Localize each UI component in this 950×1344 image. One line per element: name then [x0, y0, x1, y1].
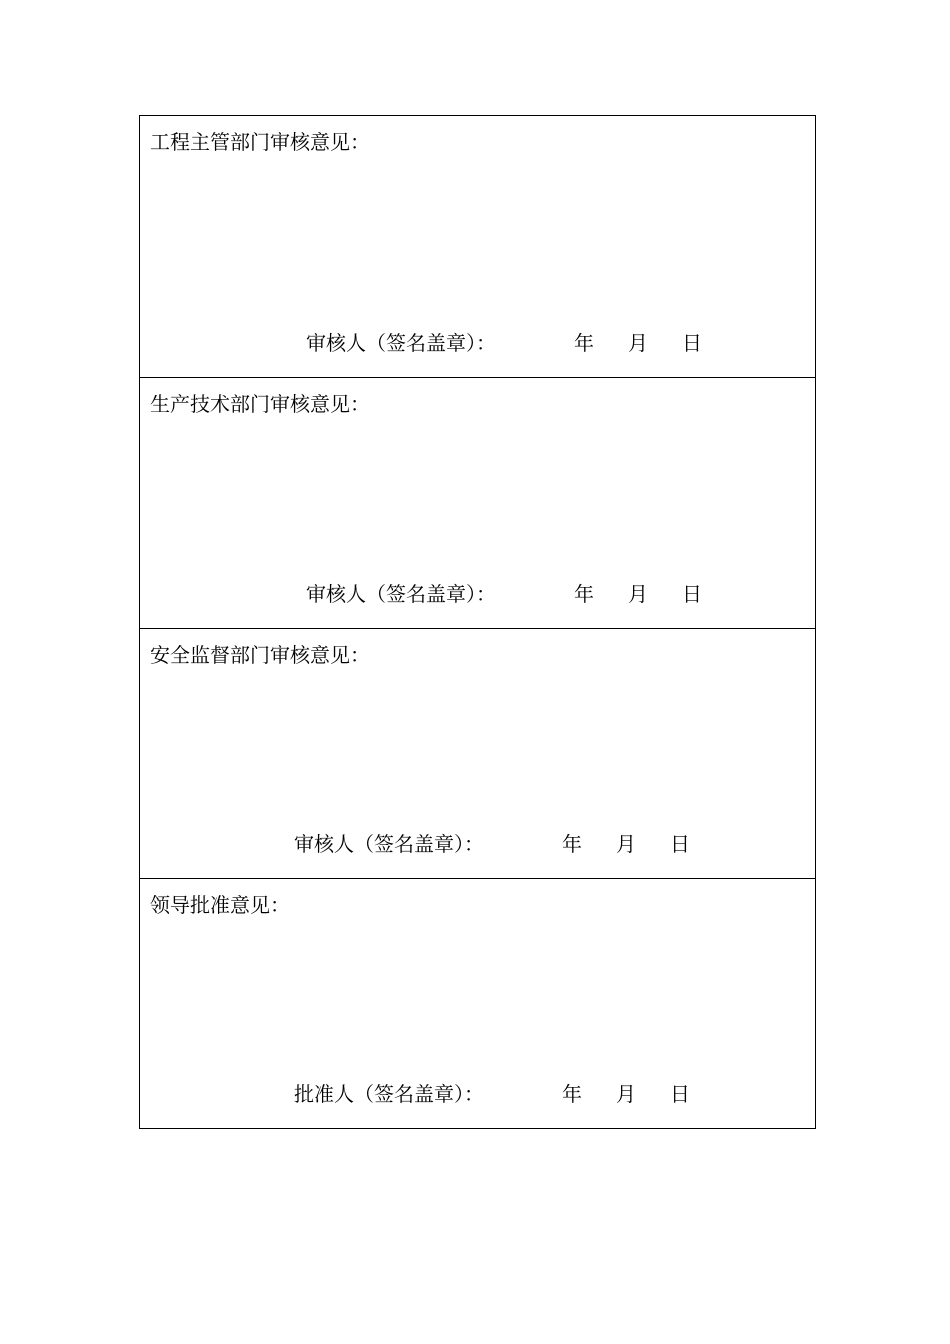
section-title: 安全监督部门审核意见： — [150, 643, 370, 667]
safety-supervision-dept-review-section — [140, 629, 815, 879]
signer-label: 审核人（签名盖章）： — [306, 582, 496, 606]
leadership-approval-section — [140, 879, 815, 1128]
approver-label: 批准人（签名盖章）： — [294, 1082, 484, 1106]
day-label: 日 — [682, 331, 702, 355]
engineering-dept-review-section — [140, 116, 815, 378]
year-label: 年 — [562, 1082, 582, 1106]
signature-date-line — [294, 832, 690, 856]
production-tech-dept-review-section — [140, 378, 815, 629]
signer-label: 审核人（签名盖章）： — [306, 331, 496, 355]
month-label: 月 — [616, 832, 636, 856]
signature-date-line — [306, 582, 702, 606]
day-label: 日 — [670, 832, 690, 856]
month-label: 月 — [628, 331, 648, 355]
signature-date-line — [306, 331, 702, 355]
month-label: 月 — [616, 1082, 636, 1106]
section-title: 领导批准意见： — [150, 893, 290, 917]
section-title: 生产技术部门审核意见： — [150, 392, 370, 416]
signature-date-line — [294, 1082, 690, 1106]
day-label: 日 — [682, 582, 702, 606]
signer-label: 审核人（签名盖章）： — [294, 832, 484, 856]
year-label: 年 — [574, 582, 594, 606]
approval-form-table — [139, 115, 816, 1129]
day-label: 日 — [670, 1082, 690, 1106]
year-label: 年 — [562, 832, 582, 856]
month-label: 月 — [628, 582, 648, 606]
year-label: 年 — [574, 331, 594, 355]
section-title: 工程主管部门审核意见： — [150, 130, 370, 154]
